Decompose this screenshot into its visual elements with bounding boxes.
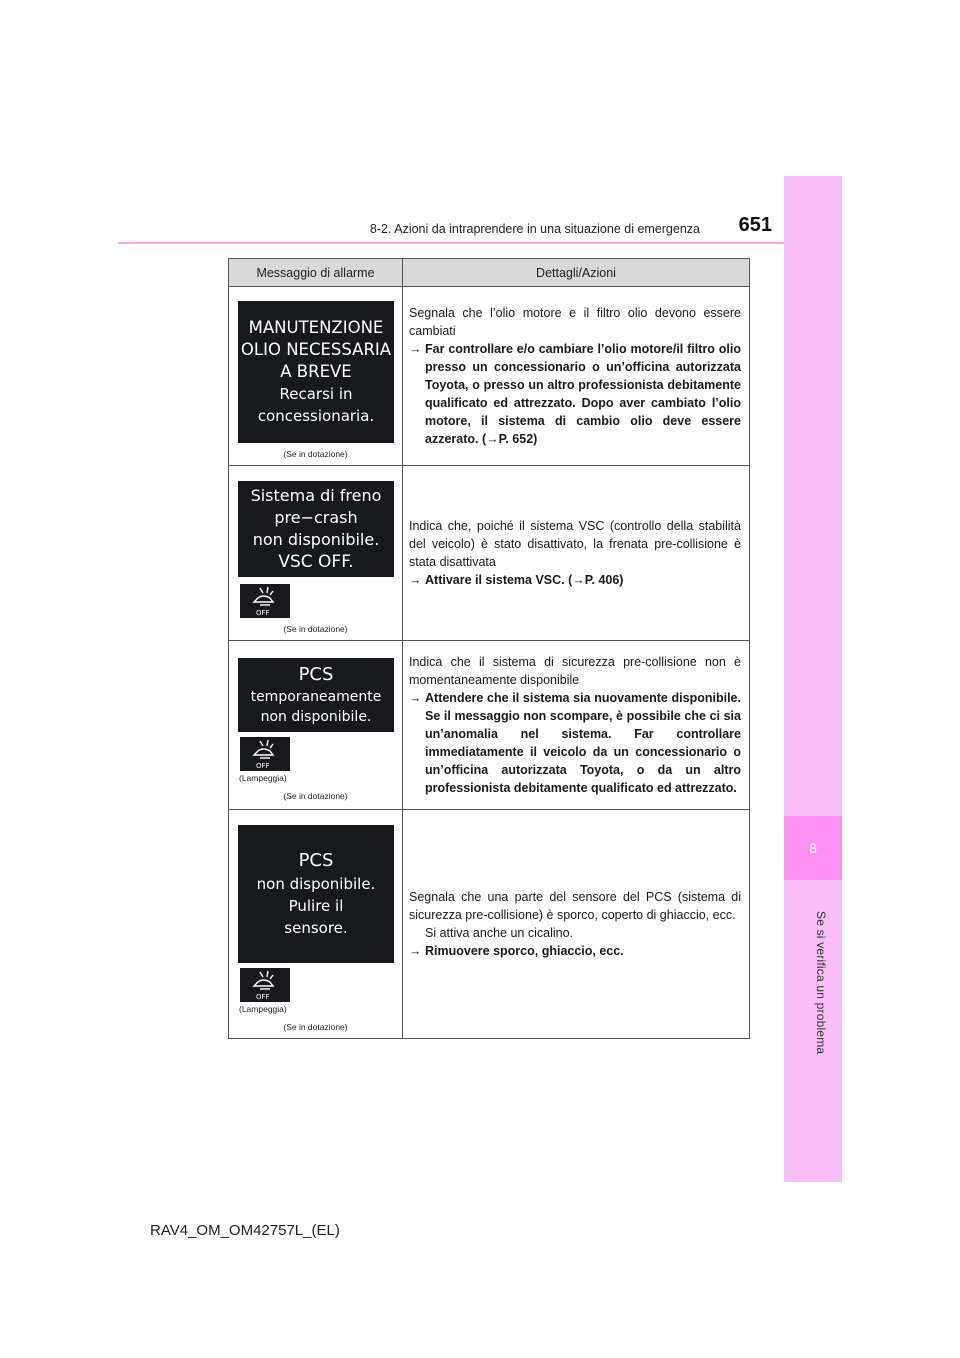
availability-caption: (Se in dotazione) [283,791,348,801]
message-description: Indica che, poiché il sistema VSC (controllo della stabilità del veicolo) è stato disattivato, la frenata pre-collisione è stata disattivata [409,519,741,569]
table-header-row [229,259,750,287]
screen-line: OLIO NECESSARIA [240,340,392,359]
display-screen [238,481,394,577]
arrow-icon: → [409,691,422,705]
action-text: Attendere che il sistema sia nuovamente disponibile. Se il messaggio non scompare, è possibile che ci sia un’anomalia nel sistema. Far controllare immediatamente il veicolo da un concessionario o un’officina autorizzata Toyota, o da un altro professionista debitamente qualificato ed attrezzato. [425,691,741,795]
screen-line: VSC OFF. [278,552,354,572]
table-row [229,641,750,810]
availability-caption: (Se in dotazione) [283,1022,348,1032]
svg-text:OFF: OFF [256,762,270,770]
table-row [229,810,750,1039]
action-text: Rimuovere sporco, ghiaccio, ecc. [425,944,624,958]
screen-line: concessionaria. [257,407,375,425]
column-header-message: Messaggio di allarme [229,259,403,287]
table-row [229,466,750,641]
action-text: Attivare il sistema VSC. (→P. 406) [425,573,624,587]
screen-line: non disponibile. [252,530,380,549]
screen-line: non disponibile. [260,709,372,725]
details-cell [403,641,750,810]
details-cell [403,287,750,466]
message-image-cell [229,287,403,466]
svg-text:OFF: OFF [256,609,270,617]
svg-text:OFF: OFF [256,993,270,1001]
details-cell [403,466,750,641]
display-screen [238,658,394,732]
message-image-cell [229,810,403,1039]
screen-line: sensore. [284,919,348,937]
chapter-side-tab [784,176,842,1182]
flashing-note: (Lampeggia) [239,1004,287,1014]
arrow-icon: → [409,573,422,587]
message-image-cell [229,466,403,641]
screen-line: Pulire il [288,897,344,915]
arrow-icon: → [409,342,422,356]
display-screen [238,301,394,443]
buzzer-note: Si attiva anche un cicalino. [425,926,574,940]
document-code: RAV4_OM_OM42757L_(EL) [150,1222,340,1239]
details-cell [403,810,750,1039]
action-text: Far controllare e/o cambiare l’olio motore/il filtro olio presso un concessionario o un’officina autorizzata Toyota, o presso un altro professionista debitamente qualificato ed attrezzato. Dopo aver cambiato l’olio motore, il sistema di cambio olio deve essere azzerato. (→P. 652) [425,342,741,446]
chapter-title: Se si verifica un problema [814,911,828,1055]
column-header-details: Dettagli/Azioni [403,259,750,287]
screen-line: temporaneamente [250,689,382,705]
pcs-off-indicator [240,737,290,771]
screen-line: PCS [298,664,334,685]
message-description: Indica che il sistema di sicurezza pre-collisione non è momentaneamente disponibile [409,655,741,687]
table-row [229,287,750,466]
header-divider [118,242,784,244]
screen-line: MANUTENZIONE [248,318,384,337]
screen-line: A BREVE [280,362,352,381]
screen-line: pre−crash [274,508,358,527]
message-description: Segnala che l’olio motore e il filtro olio devono essere cambiati [409,306,741,338]
flashing-note: (Lampeggia) [239,773,287,783]
screen-line: Sistema di freno [250,486,382,505]
screen-line: Recarsi in [279,385,353,403]
display-screen [238,825,394,963]
screen-line: non disponibile. [256,875,376,893]
page-number: 651 [738,214,772,236]
arrow-icon: → [409,944,422,958]
pcs-off-indicator [240,584,290,618]
message-image-cell [229,641,403,810]
pcs-warning-icon [240,737,290,771]
chapter-number: 8 [784,816,842,880]
pcs-warning-icon [240,584,290,618]
availability-caption: (Se in dotazione) [283,449,348,459]
pcs-off-indicator [240,968,290,1002]
pcs-warning-icon [240,968,290,1002]
warning-messages-table [228,258,750,1039]
message-description: Segnala che una parte del sensore del PCS (sistema di sicurezza pre-collisione) è sporco, coperto di ghiaccio, ecc. [409,890,741,922]
availability-caption: (Se in dotazione) [283,624,348,634]
screen-line: PCS [298,850,334,871]
section-title: 8-2. Azioni da intraprendere in una situazione di emergenza [369,222,700,236]
